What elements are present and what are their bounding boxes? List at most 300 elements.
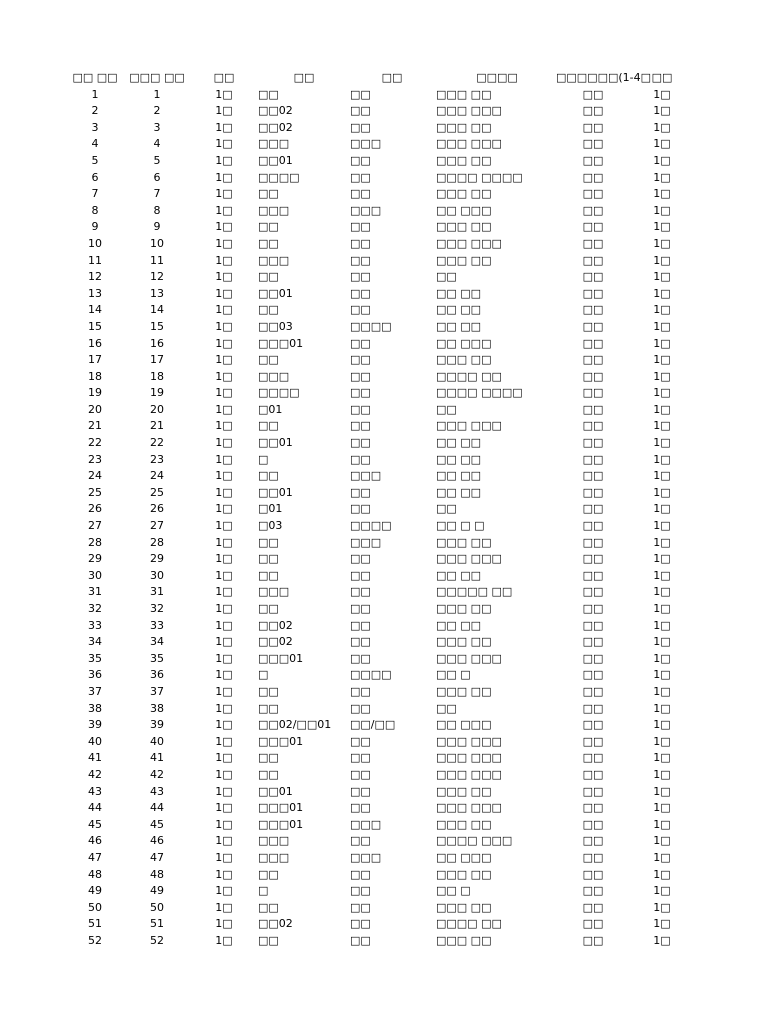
table-cell: 48: [150, 867, 164, 881]
table-cell: 1□: [653, 618, 671, 632]
table-row: [0, 734, 768, 751]
table-cell: □□: [258, 684, 279, 698]
table-cell: 26: [88, 502, 102, 516]
table-cell: 10: [150, 236, 164, 250]
table-cell: 18: [150, 369, 164, 383]
table-cell: 1□: [215, 220, 233, 234]
table-row: [0, 120, 768, 137]
table-cell: □□: [582, 751, 604, 765]
table-cell: 1□: [215, 568, 233, 582]
table-cell: 29: [88, 552, 102, 566]
table-cell: 1□: [215, 751, 233, 765]
table-cell: 28: [88, 535, 102, 549]
table-cell: □□□ □□□: [436, 419, 502, 433]
table-row: [0, 485, 768, 502]
table-cell: □□: [350, 568, 371, 582]
table-row: [0, 369, 768, 386]
table-cell: □□02/□□01: [258, 718, 332, 732]
table-cell: 41: [88, 751, 102, 765]
table-cell: □□: [436, 270, 457, 284]
table-cell: 1□: [653, 104, 671, 118]
table-cell: 23: [150, 452, 164, 466]
table-cell: □□: [350, 220, 371, 234]
table-cell: □□: [258, 751, 279, 765]
table-cell: □□: [582, 120, 604, 134]
table-cell: 19: [150, 386, 164, 400]
table-cell: 32: [88, 602, 102, 615]
table-cell: □□□: [350, 137, 382, 151]
table-cell: □□01: [258, 436, 293, 450]
table-cell: □□□ □□□: [436, 236, 502, 250]
header-cell: □□: [381, 71, 403, 84]
table-row: [0, 153, 768, 170]
table-cell: □□: [350, 170, 371, 184]
table-cell: 1□: [653, 87, 671, 101]
table-cell: □□: [582, 319, 604, 333]
table-cell: □□: [350, 353, 371, 367]
header-cell: □□ □□: [72, 71, 118, 84]
table-cell: 33: [150, 618, 164, 632]
table-cell: □□: [258, 220, 279, 234]
table-cell: 1□: [215, 253, 233, 267]
table-cell: 1□: [215, 419, 233, 433]
table-cell: 44: [88, 801, 102, 815]
table-cell: □□: [350, 767, 371, 781]
table-cell: 1□: [215, 701, 233, 715]
table-cell: □□□: [350, 850, 382, 864]
table-cell: □□: [582, 303, 604, 317]
table-cell: □□: [350, 436, 371, 450]
table-cell: □□□ □□: [436, 153, 492, 167]
table-row: [0, 551, 768, 568]
table-cell: □□: [350, 900, 371, 914]
table-cell: 4: [91, 137, 99, 151]
table-row: [0, 784, 768, 801]
table-cell: □□: [258, 187, 279, 201]
table-cell: 1□: [653, 120, 671, 134]
table-cell: 1□: [215, 236, 233, 250]
table-cell: □□: [582, 469, 604, 483]
table-row: [0, 717, 768, 734]
table-row: [0, 850, 768, 867]
table-cell: 2: [153, 104, 161, 118]
table-cell: □□: [582, 884, 604, 898]
table-row: [0, 651, 768, 668]
table-cell: □□: [582, 87, 604, 101]
table-cell: □□: [582, 718, 604, 732]
table-cell: □: [258, 452, 269, 466]
table-cell: □□: [350, 602, 371, 615]
table-cell: 1□: [653, 270, 671, 284]
table-cell: 1□: [215, 87, 233, 101]
table-cell: □□: [350, 286, 371, 300]
table-cell: 1□: [653, 850, 671, 864]
table-cell: □□01: [258, 153, 293, 167]
table-row: [0, 933, 768, 950]
table-row: [0, 269, 768, 286]
table-cell: 25: [150, 485, 164, 499]
table-row: [0, 203, 768, 220]
table-cell: 1□: [653, 303, 671, 317]
table-cell: □□: [582, 502, 604, 516]
table-cell: 1□: [653, 153, 671, 167]
table-cell: □□: [582, 651, 604, 665]
table-cell: 1□: [215, 436, 233, 450]
table-cell: 6: [153, 170, 161, 184]
table-cell: 20: [88, 402, 102, 416]
table-cell: 42: [150, 767, 164, 781]
table-row: [0, 501, 768, 518]
table-cell: □□: [582, 187, 604, 201]
table-cell: □□: [582, 137, 604, 151]
table-cell: 37: [88, 684, 102, 698]
table-cell: 1□: [653, 286, 671, 300]
table-cell: □□: [350, 585, 371, 599]
table-cell: 1□: [215, 336, 233, 350]
table-cell: □□□ □□: [436, 120, 492, 134]
table-cell: 1□: [653, 369, 671, 383]
table-cell: □□: [582, 552, 604, 566]
table-cell: □□: [582, 933, 604, 947]
table-cell: 1□: [653, 684, 671, 698]
table-cell: 24: [150, 469, 164, 483]
table-cell: 1□: [653, 319, 671, 333]
table-cell: □□: [582, 801, 604, 815]
table-row: [0, 518, 768, 535]
table-row: [0, 817, 768, 834]
table-cell: 15: [88, 319, 102, 333]
table-row: [0, 667, 768, 684]
table-row: [0, 253, 768, 270]
table-cell: 1□: [653, 336, 671, 350]
header-cell: □□□□: [476, 71, 518, 84]
table-row: [0, 352, 768, 369]
table-cell: 47: [150, 850, 164, 864]
table-cell: 5: [153, 153, 161, 167]
table-cell: 1□: [215, 900, 233, 914]
table-cell: □□: [350, 684, 371, 698]
table-cell: □□: [350, 834, 371, 848]
table-cell: 25: [88, 485, 102, 499]
table-cell: 16: [150, 336, 164, 350]
table-cell: □□: [582, 585, 604, 599]
table-cell: 1□: [653, 784, 671, 798]
table-cell: □□: [350, 419, 371, 433]
table-cell: □□□ □□□: [436, 751, 502, 765]
table-cell: 1□: [215, 153, 233, 167]
table-cell: □□□□: [258, 386, 300, 400]
table-cell: □□ □□: [436, 469, 482, 483]
table-cell: □□: [582, 602, 604, 615]
table-cell: 1□: [215, 203, 233, 217]
table-row: [0, 800, 768, 817]
table-cell: □□□ □□: [436, 220, 492, 234]
table-cell: □□ □□: [436, 303, 482, 317]
table-cell: □□□□ □□: [436, 369, 502, 383]
table-cell: 14: [150, 303, 164, 317]
table-cell: □□□□: [350, 668, 392, 682]
table-cell: 21: [150, 419, 164, 433]
table-cell: 1□: [215, 734, 233, 748]
table-cell: □□ □□□: [436, 336, 492, 350]
table-cell: 1□: [653, 220, 671, 234]
table-cell: 27: [88, 519, 102, 533]
table-cell: 39: [88, 718, 102, 732]
table-cell: 1□: [215, 917, 233, 931]
table-cell: □□□ □□: [436, 535, 492, 549]
table-cell: 1□: [215, 369, 233, 383]
table-cell: □□: [350, 336, 371, 350]
table-row: [0, 435, 768, 452]
table-cell: 36: [150, 668, 164, 682]
table-row: [0, 634, 768, 651]
table-cell: □□□: [258, 369, 290, 383]
table-cell: 1□: [653, 419, 671, 433]
table-row: [0, 916, 768, 933]
table-cell: □□: [582, 568, 604, 582]
table-cell: □□01: [258, 286, 293, 300]
table-cell: □□□ □□: [436, 602, 492, 615]
table-cell: 45: [150, 817, 164, 831]
table-cell: 1□: [653, 187, 671, 201]
table-cell: 40: [88, 734, 102, 748]
table-cell: 46: [88, 834, 102, 848]
table-cell: 16: [88, 336, 102, 350]
table-cell: □□ □□□: [436, 718, 492, 732]
table-cell: □□: [350, 701, 371, 715]
table-cell: □□ □□: [436, 485, 482, 499]
table-cell: 52: [88, 933, 102, 947]
table-cell: 1□: [215, 767, 233, 781]
table-cell: □□□ □□: [436, 867, 492, 881]
table-cell: □□02: [258, 120, 293, 134]
table-cell: □□□: [350, 817, 382, 831]
table-cell: □□: [350, 502, 371, 516]
table-row: [0, 136, 768, 153]
table-cell: 17: [88, 353, 102, 367]
table-cell: 29: [150, 552, 164, 566]
table-cell: □03: [258, 519, 283, 533]
table-cell: □□□: [350, 469, 382, 483]
table-row: [0, 219, 768, 236]
table-cell: □□□□: [350, 319, 392, 333]
table-cell: □□: [350, 452, 371, 466]
table-cell: □□: [582, 153, 604, 167]
table-cell: □□□ □□□: [436, 734, 502, 748]
table-cell: 43: [150, 784, 164, 798]
table-cell: □□□□: [350, 519, 392, 533]
table-row: [0, 103, 768, 120]
table-cell: 51: [88, 917, 102, 931]
table-cell: □□ □□□: [436, 850, 492, 864]
table-cell: □□: [350, 884, 371, 898]
table-row: [0, 867, 768, 884]
table-cell: 1□: [653, 718, 671, 732]
table-row: [0, 402, 768, 419]
table-cell: 1□: [653, 668, 671, 682]
table-cell: □□01: [258, 784, 293, 798]
table-cell: 45: [88, 817, 102, 831]
table-cell: □□□□: [258, 170, 300, 184]
table-cell: □□: [258, 303, 279, 317]
table-cell: □□□□ □□□: [436, 834, 513, 848]
table-cell: □□: [436, 701, 457, 715]
table-cell: □□ □□: [436, 568, 482, 582]
table-cell: □□: [582, 286, 604, 300]
table-cell: 1□: [653, 585, 671, 599]
table-cell: 1□: [215, 801, 233, 815]
table-cell: □□: [582, 618, 604, 632]
table-cell: □□02: [258, 635, 293, 649]
table-row: [0, 833, 768, 850]
table-cell: 1□: [215, 137, 233, 151]
table-cell: 5: [91, 153, 99, 167]
table-cell: □□: [258, 767, 279, 781]
table-cell: □□: [582, 535, 604, 549]
table-cell: 36: [88, 668, 102, 682]
table-cell: 1□: [215, 602, 233, 615]
table-cell: 1: [153, 87, 161, 101]
table-cell: □□□ □□: [436, 784, 492, 798]
table-row: [0, 900, 768, 917]
table-cell: 1□: [653, 469, 671, 483]
table-cell: □□□01: [258, 651, 304, 665]
table-cell: □□□ □□□: [436, 767, 502, 781]
table-cell: 1□: [215, 867, 233, 881]
table-cell: 1□: [653, 602, 671, 615]
table-cell: 47: [88, 850, 102, 864]
table-cell: 22: [88, 436, 102, 450]
table-cell: 1□: [653, 170, 671, 184]
table-cell: □□: [582, 270, 604, 284]
table-cell: □□□: [258, 834, 290, 848]
table-cell: 50: [150, 900, 164, 914]
table-cell: 1□: [653, 751, 671, 765]
table-cell: □□: [350, 751, 371, 765]
table-cell: □□: [582, 635, 604, 649]
table-cell: □□: [582, 220, 604, 234]
table-cell: □□□01: [258, 734, 304, 748]
table-cell: 1□: [653, 651, 671, 665]
table-cell: □□: [436, 402, 457, 416]
table-cell: 6: [91, 170, 99, 184]
table-cell: □□: [582, 436, 604, 450]
table-row: [0, 568, 768, 585]
table-cell: 1□: [653, 933, 671, 947]
table-cell: □□□□□ □□: [436, 585, 513, 599]
table-cell: □□□ □□□: [436, 137, 502, 151]
table-cell: 1□: [653, 203, 671, 217]
table-cell: 7: [91, 187, 99, 201]
table-body: [0, 87, 768, 950]
table-cell: □□: [258, 353, 279, 367]
table-cell: □□01: [258, 485, 293, 499]
table-cell: 26: [150, 502, 164, 516]
table-cell: □□□: [258, 203, 290, 217]
table-cell: 31: [150, 585, 164, 599]
table-cell: 1□: [215, 502, 233, 516]
table-cell: □□: [258, 87, 279, 101]
table-cell: 21: [88, 419, 102, 433]
table-cell: □: [258, 668, 269, 682]
table-cell: 8: [153, 203, 161, 217]
table-header-row: [0, 70, 768, 87]
table-cell: □□: [582, 419, 604, 433]
table-cell: 1□: [653, 767, 671, 781]
table-cell: □□: [350, 635, 371, 649]
table-cell: 1□: [215, 850, 233, 864]
table-cell: 1□: [215, 469, 233, 483]
header-cell: □□: [293, 71, 315, 84]
table-cell: 1□: [653, 635, 671, 649]
table-cell: 33: [88, 618, 102, 632]
table-cell: □□: [258, 701, 279, 715]
table-cell: 1□: [653, 502, 671, 516]
table-cell: 12: [88, 270, 102, 284]
table-row: [0, 750, 768, 767]
table-cell: □□: [350, 933, 371, 947]
table-cell: □□□ □□: [436, 253, 492, 267]
table-row: [0, 468, 768, 485]
table-cell: □□: [582, 850, 604, 864]
table-cell: 1□: [653, 701, 671, 715]
table-cell: □□□ □□: [436, 684, 492, 698]
table-cell: □□: [350, 270, 371, 284]
table-cell: □□□: [350, 203, 382, 217]
table-cell: □□□ □□□: [436, 552, 502, 566]
table-cell: 30: [88, 568, 102, 582]
table-cell: 1□: [215, 834, 233, 848]
table-cell: □□: [350, 187, 371, 201]
table-cell: 44: [150, 801, 164, 815]
table-cell: □□: [582, 452, 604, 466]
table-cell: 9: [153, 220, 161, 234]
vocabulary-table: [0, 70, 768, 949]
table-cell: □□: [258, 469, 279, 483]
table-cell: □□: [350, 618, 371, 632]
table-cell: 50: [88, 900, 102, 914]
table-cell: □□: [582, 253, 604, 267]
table-cell: □□□: [258, 253, 290, 267]
table-cell: □□□01: [258, 817, 304, 831]
table-cell: 11: [150, 253, 164, 267]
table-cell: 37: [150, 684, 164, 698]
table-cell: 1□: [215, 270, 233, 284]
table-cell: 1□: [653, 568, 671, 582]
table-cell: 1□: [215, 635, 233, 649]
table-cell: 49: [88, 884, 102, 898]
table-cell: 1□: [215, 286, 233, 300]
table-cell: □01: [258, 402, 283, 416]
table-cell: □□ □□: [436, 436, 482, 450]
table-row: [0, 286, 768, 303]
table-cell: □□□ □□: [436, 817, 492, 831]
table-row: [0, 601, 768, 618]
table-cell: □□: [350, 303, 371, 317]
table-cell: 1□: [215, 402, 233, 416]
table-cell: □□□□ □□: [436, 917, 502, 931]
table-cell: 1□: [653, 519, 671, 533]
table-cell: 13: [88, 286, 102, 300]
table-cell: 35: [150, 651, 164, 665]
table-row: [0, 418, 768, 435]
table-cell: □□: [350, 784, 371, 798]
table-cell: 1□: [215, 319, 233, 333]
table-cell: 34: [88, 635, 102, 649]
table-cell: □□: [582, 402, 604, 416]
table-cell: 1□: [653, 867, 671, 881]
table-cell: □□ □□: [436, 452, 482, 466]
